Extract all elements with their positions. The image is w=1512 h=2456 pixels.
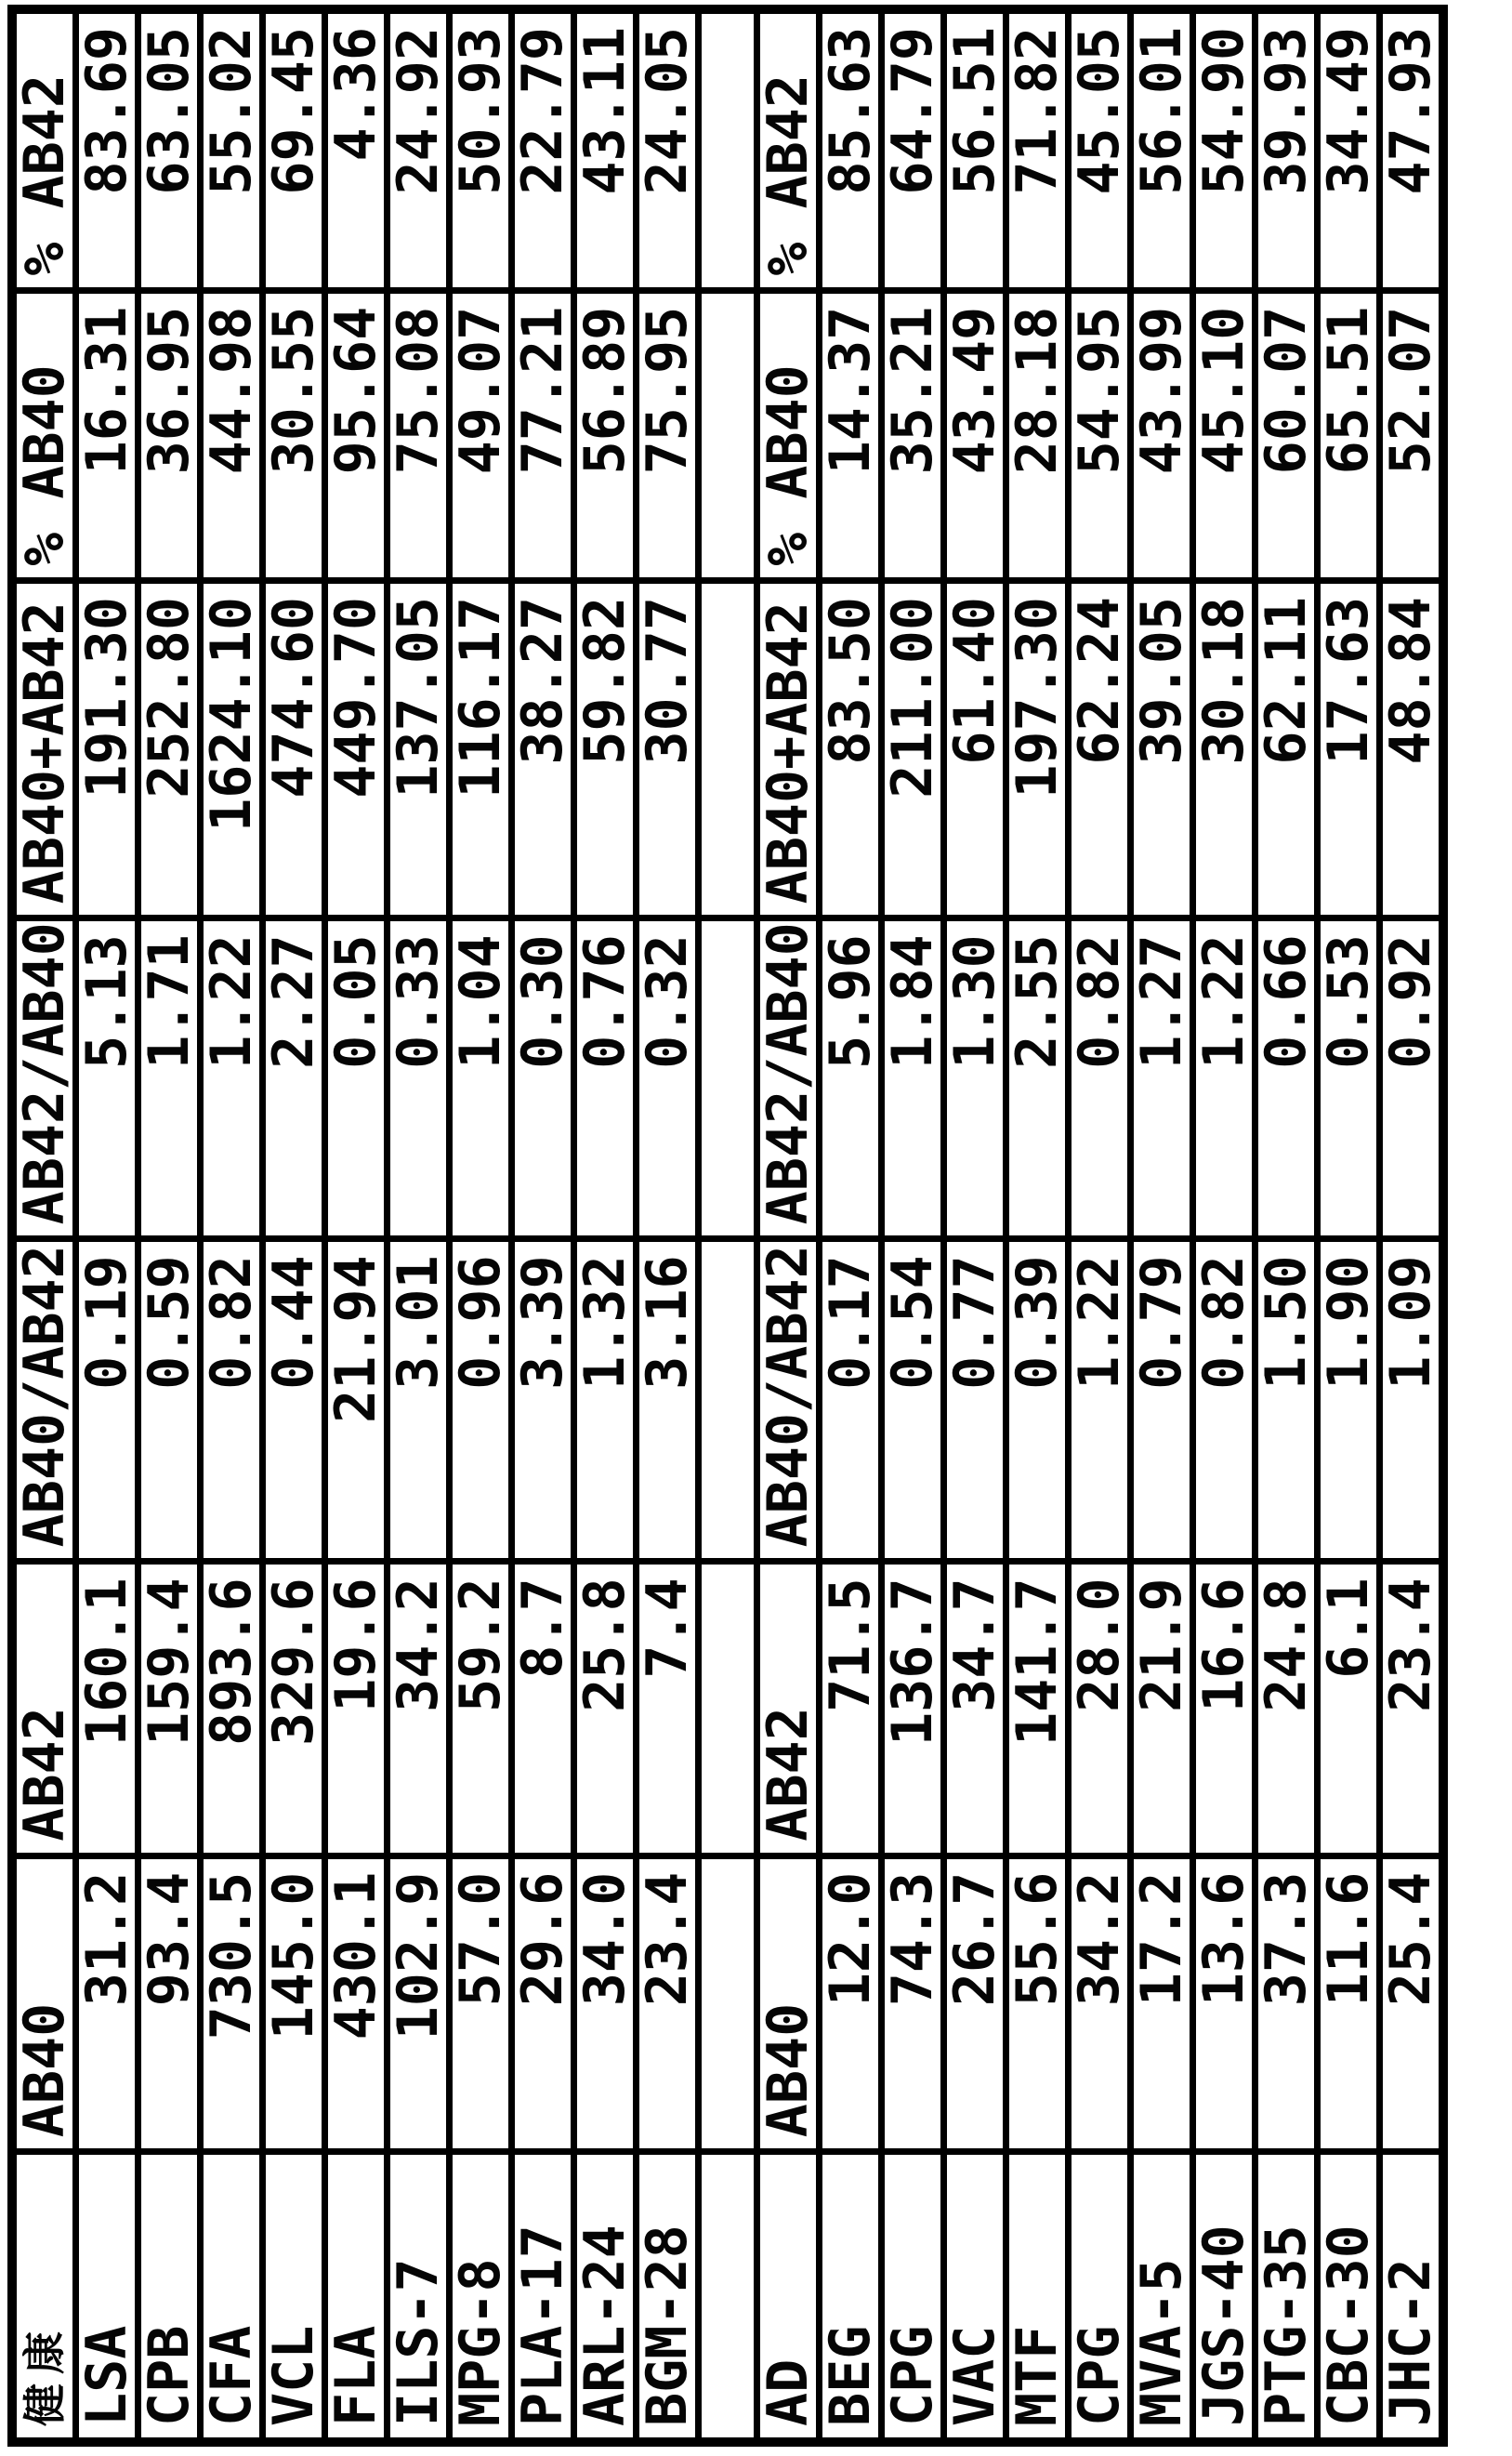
value-cell: 71.82 <box>1006 9 1069 290</box>
value-cell: 1.09 <box>1380 1239 1444 1562</box>
value-cell: 56.01 <box>1131 9 1193 290</box>
column-header: AB42/AB40 <box>757 918 820 1239</box>
value-cell: 35.21 <box>882 290 944 580</box>
value-cell: 28.18 <box>1006 290 1069 580</box>
data-row <box>1131 9 1193 2442</box>
value-cell: 55.02 <box>201 9 263 290</box>
value-cell: 64.79 <box>882 9 944 290</box>
value-cell: 0.05 <box>325 918 388 1239</box>
value-cell: 25.8 <box>574 1562 637 1855</box>
value-cell: 4.36 <box>325 9 388 290</box>
value-cell: 83.69 <box>76 9 138 290</box>
data-row <box>1380 9 1444 2442</box>
value-cell: 37.3 <box>1256 1855 1318 2151</box>
value-cell: 24.05 <box>637 9 699 290</box>
column-header: AB40 <box>757 1855 820 2151</box>
column-header: AB40 <box>12 1855 76 2151</box>
value-cell: 48.84 <box>1380 581 1444 918</box>
value-cell: 893.6 <box>201 1562 263 1855</box>
value-cell: 211.00 <box>882 581 944 918</box>
column-header: AB40/AB42 <box>757 1239 820 1562</box>
data-row <box>1318 9 1380 2442</box>
value-cell: 12.0 <box>820 1855 882 2151</box>
value-cell: 1.50 <box>1256 1239 1318 1562</box>
spacer-cell <box>699 2152 757 2442</box>
column-header: % AB40 <box>757 290 820 580</box>
value-cell: 3.39 <box>512 1239 574 1562</box>
spacer-row <box>699 9 757 2442</box>
value-cell: 55.6 <box>1006 1855 1069 2151</box>
data-row <box>944 9 1006 2442</box>
value-cell: 145.0 <box>263 1855 325 2151</box>
value-cell: 45.10 <box>1193 290 1256 580</box>
row-label: CPG <box>1069 2152 1131 2442</box>
value-cell: 141.7 <box>1006 1562 1069 1855</box>
value-cell: 57.0 <box>450 1855 512 2151</box>
amyloid-measurement-table <box>7 5 1448 2447</box>
data-row <box>450 9 512 2442</box>
data-row <box>637 9 699 2442</box>
spacer-cell <box>699 1239 757 1562</box>
value-cell: 60.07 <box>1256 290 1318 580</box>
value-cell: 1.22 <box>201 918 263 1239</box>
value-cell: 45.05 <box>1069 9 1131 290</box>
value-cell: 11.6 <box>1318 1855 1380 2151</box>
value-cell: 0.92 <box>1380 918 1444 1239</box>
value-cell: 1.04 <box>450 918 512 1239</box>
value-cell: 23.4 <box>1380 1562 1444 1855</box>
row-label: LSA <box>76 2152 138 2442</box>
value-cell: 52.07 <box>1380 290 1444 580</box>
value-cell: 24.8 <box>1256 1562 1318 1855</box>
column-header: AB40/AB42 <box>12 1239 76 1562</box>
value-cell: 77.21 <box>512 290 574 580</box>
row-label: VAC <box>944 2152 1006 2442</box>
value-cell: 63.05 <box>138 9 201 290</box>
row-label: ARL-24 <box>574 2152 637 2442</box>
value-cell: 34.0 <box>574 1855 637 2151</box>
spacer-cell <box>699 1855 757 2151</box>
value-cell: 0.66 <box>1256 918 1318 1239</box>
data-row <box>138 9 201 2442</box>
value-cell: 329.6 <box>263 1562 325 1855</box>
value-cell: 0.19 <box>76 1239 138 1562</box>
spacer-cell <box>699 581 757 918</box>
data-row <box>1193 9 1256 2442</box>
value-cell: 159.4 <box>138 1562 201 1855</box>
column-header: % AB42 <box>757 9 820 290</box>
value-cell: 16.6 <box>1193 1562 1256 1855</box>
value-cell: 0.82 <box>1193 1239 1256 1562</box>
row-label: JHC-2 <box>1380 2152 1444 2442</box>
value-cell: 2.55 <box>1006 918 1069 1239</box>
value-cell: 75.95 <box>637 290 699 580</box>
value-cell: 62.11 <box>1256 581 1318 918</box>
value-cell: 3.01 <box>388 1239 450 1562</box>
value-cell: 0.79 <box>1131 1239 1193 1562</box>
value-cell: 59.2 <box>450 1562 512 1855</box>
value-cell: 39.05 <box>1131 581 1193 918</box>
row-label: BEG <box>820 2152 882 2442</box>
value-cell: 65.51 <box>1318 290 1380 580</box>
value-cell: 34.2 <box>388 1562 450 1855</box>
data-row <box>325 9 388 2442</box>
value-cell: 0.53 <box>1318 918 1380 1239</box>
value-cell: 24.92 <box>388 9 450 290</box>
value-cell: 22.79 <box>512 9 574 290</box>
value-cell: 17.63 <box>1318 581 1380 918</box>
value-cell: 74.3 <box>882 1855 944 2151</box>
value-cell: 0.39 <box>1006 1239 1069 1562</box>
value-cell: 1.32 <box>574 1239 637 1562</box>
value-cell: 13.6 <box>1193 1855 1256 2151</box>
value-cell: 43.49 <box>944 290 1006 580</box>
spacer-cell <box>699 9 757 290</box>
value-cell: 3.16 <box>637 1239 699 1562</box>
value-cell: 0.76 <box>574 918 637 1239</box>
row-label: CPG <box>882 2152 944 2442</box>
value-cell: 1.84 <box>882 918 944 1239</box>
value-cell: 102.9 <box>388 1855 450 2151</box>
value-cell: 47.93 <box>1380 9 1444 290</box>
value-cell: 7.4 <box>637 1562 699 1855</box>
value-cell: 8.7 <box>512 1562 574 1855</box>
data-row <box>201 9 263 2442</box>
data-row <box>512 9 574 2442</box>
value-cell: 449.70 <box>325 581 388 918</box>
row-label: MTF <box>1006 2152 1069 2442</box>
value-cell: 23.4 <box>637 1855 699 2151</box>
value-cell: 1.22 <box>1069 1239 1131 1562</box>
value-cell: 137.05 <box>388 581 450 918</box>
row-label: ILS-7 <box>388 2152 450 2442</box>
value-cell: 0.96 <box>450 1239 512 1562</box>
row-label: MVA-5 <box>1131 2152 1193 2442</box>
value-cell: 30.18 <box>1193 581 1256 918</box>
value-cell: 21.9 <box>1131 1562 1193 1855</box>
row-label: MPG-8 <box>450 2152 512 2442</box>
value-cell: 21.94 <box>325 1239 388 1562</box>
column-header: AB42 <box>12 1562 76 1855</box>
value-cell: 28.0 <box>1069 1562 1131 1855</box>
data-row <box>1256 9 1318 2442</box>
value-cell: 1.30 <box>944 918 1006 1239</box>
value-cell: 50.93 <box>450 9 512 290</box>
value-cell: 75.08 <box>388 290 450 580</box>
value-cell: 44.98 <box>201 290 263 580</box>
row-label: JGS-40 <box>1193 2152 1256 2442</box>
value-cell: 34.49 <box>1318 9 1380 290</box>
value-cell: 43.99 <box>1131 290 1193 580</box>
data-row <box>882 9 944 2442</box>
value-cell: 85.63 <box>820 9 882 290</box>
value-cell: 30.55 <box>263 290 325 580</box>
value-cell: 56.89 <box>574 290 637 580</box>
value-cell: 2.27 <box>263 918 325 1239</box>
header-row <box>12 9 76 2442</box>
value-cell: 38.27 <box>512 581 574 918</box>
value-cell: 0.82 <box>201 1239 263 1562</box>
row-label: FLA <box>325 2152 388 2442</box>
value-cell: 1.27 <box>1131 918 1193 1239</box>
column-header: AB40+AB42 <box>757 581 820 918</box>
row-label: PLA-17 <box>512 2152 574 2442</box>
value-cell: 93.4 <box>138 1855 201 2151</box>
table-body <box>12 9 1443 2442</box>
value-cell: 56.51 <box>944 9 1006 290</box>
value-cell: 5.96 <box>820 918 882 1239</box>
value-cell: 71.5 <box>820 1562 882 1855</box>
value-cell: 0.54 <box>882 1239 944 1562</box>
value-cell: 0.33 <box>388 918 450 1239</box>
value-cell: 54.95 <box>1069 290 1131 580</box>
data-row <box>1006 9 1069 2442</box>
value-cell: 0.77 <box>944 1239 1006 1562</box>
value-cell: 1.71 <box>138 918 201 1239</box>
value-cell: 16.31 <box>76 290 138 580</box>
value-cell: 191.30 <box>76 581 138 918</box>
row-label: CPB <box>138 2152 201 2442</box>
value-cell: 25.4 <box>1380 1855 1444 2151</box>
column-header: AB40+AB42 <box>12 581 76 918</box>
value-cell: 34.7 <box>944 1562 1006 1855</box>
value-cell: 14.37 <box>820 290 882 580</box>
row-label: VCL <box>263 2152 325 2442</box>
value-cell: 62.24 <box>1069 581 1131 918</box>
data-row <box>574 9 637 2442</box>
data-row <box>820 9 882 2442</box>
value-cell: 0.44 <box>263 1239 325 1562</box>
value-cell: 36.95 <box>138 290 201 580</box>
column-header: % AB40 <box>12 290 76 580</box>
value-cell: 54.90 <box>1193 9 1256 290</box>
value-cell: 1.22 <box>1193 918 1256 1239</box>
column-header: AB42/AB40 <box>12 918 76 1239</box>
value-cell: 730.5 <box>201 1855 263 2151</box>
value-cell: 83.50 <box>820 581 882 918</box>
value-cell: 430.1 <box>325 1855 388 2151</box>
value-cell: 0.32 <box>637 918 699 1239</box>
data-row <box>263 9 325 2442</box>
row-label: CFA <box>201 2152 263 2442</box>
value-cell: 31.2 <box>76 1855 138 2151</box>
value-cell: 0.17 <box>820 1239 882 1562</box>
value-cell: 43.11 <box>574 9 637 290</box>
value-cell: 160.1 <box>76 1562 138 1855</box>
column-header: AB42 <box>757 1562 820 1855</box>
value-cell: 116.17 <box>450 581 512 918</box>
row-label: CBC-30 <box>1318 2152 1380 2442</box>
value-cell: 474.60 <box>263 581 325 918</box>
spacer-cell <box>699 290 757 580</box>
value-cell: 19.6 <box>325 1562 388 1855</box>
row-label: BGM-28 <box>637 2152 699 2442</box>
value-cell: 61.40 <box>944 581 1006 918</box>
value-cell: 252.80 <box>138 581 201 918</box>
value-cell: 6.1 <box>1318 1562 1380 1855</box>
value-cell: 17.2 <box>1131 1855 1193 2151</box>
section-label: AD <box>757 2152 820 2442</box>
value-cell: 0.82 <box>1069 918 1131 1239</box>
value-cell: 69.45 <box>263 9 325 290</box>
value-cell: 95.64 <box>325 290 388 580</box>
section-label: 健康 <box>12 2152 76 2442</box>
spacer-cell <box>699 918 757 1239</box>
column-header: % AB42 <box>12 9 76 290</box>
value-cell: 34.2 <box>1069 1855 1131 2151</box>
value-cell: 197.30 <box>1006 581 1069 918</box>
value-cell: 5.13 <box>76 918 138 1239</box>
value-cell: 30.77 <box>637 581 699 918</box>
value-cell: 0.30 <box>512 918 574 1239</box>
value-cell: 26.7 <box>944 1855 1006 2151</box>
value-cell: 39.93 <box>1256 9 1318 290</box>
data-row <box>76 9 138 2442</box>
spacer-cell <box>699 1562 757 1855</box>
value-cell: 136.7 <box>882 1562 944 1855</box>
value-cell: 1624.10 <box>201 581 263 918</box>
value-cell: 29.6 <box>512 1855 574 2151</box>
value-cell: 59.82 <box>574 581 637 918</box>
data-row <box>388 9 450 2442</box>
row-label: PTG-35 <box>1256 2152 1318 2442</box>
data-row <box>1069 9 1131 2442</box>
value-cell: 1.90 <box>1318 1239 1380 1562</box>
value-cell: 49.07 <box>450 290 512 580</box>
header-row <box>757 9 820 2442</box>
value-cell: 0.59 <box>138 1239 201 1562</box>
